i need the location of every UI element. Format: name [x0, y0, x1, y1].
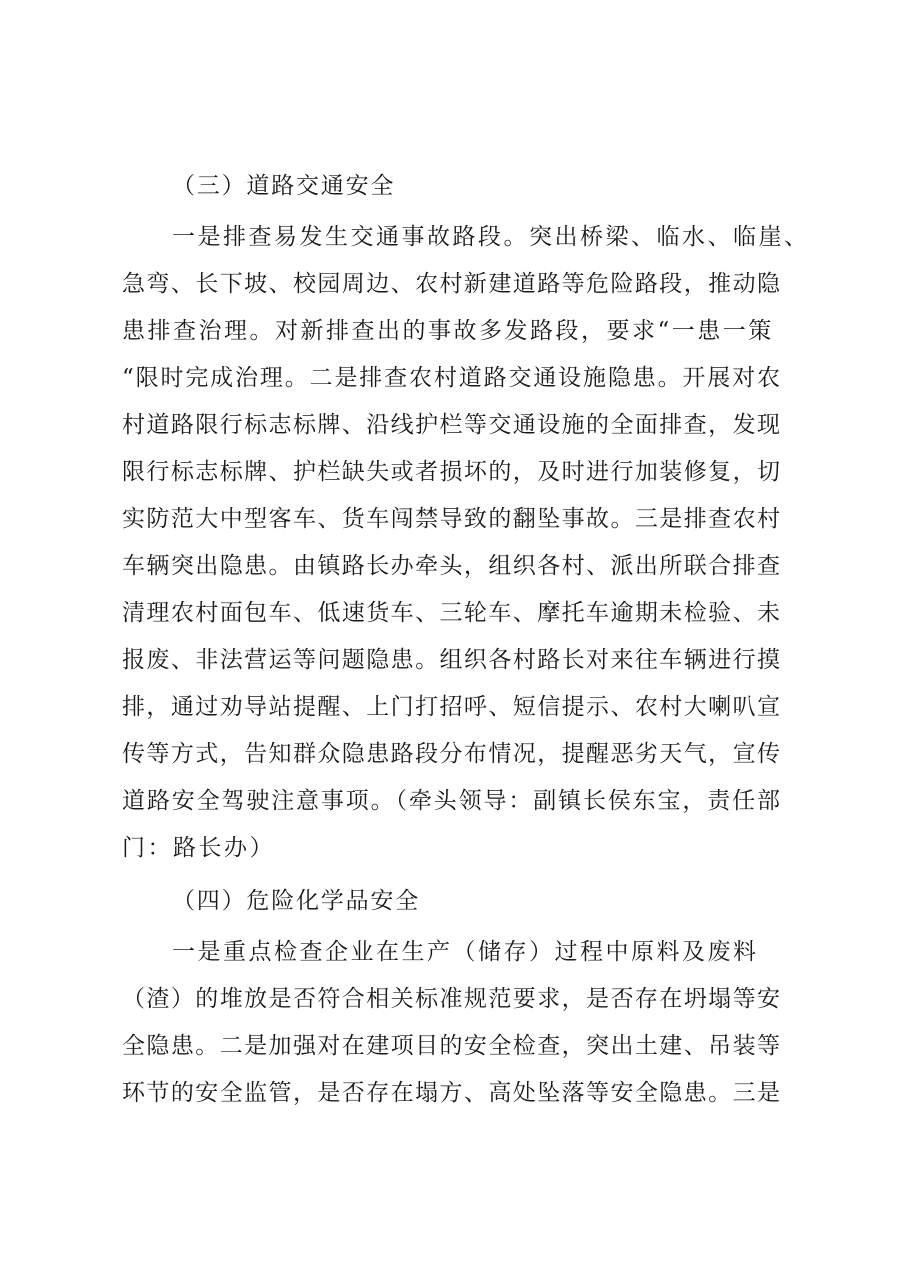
paragraph-line: 排，通过劝导站提醒、上门打招呼、短信提示、农村大喇叭宣 [122, 694, 780, 720]
paragraph-line: 全隐患。二是加强对在建项目的安全检查，突出土建、吊装等 [122, 1033, 780, 1059]
paragraph-line: 一是重点检查企业在生产（储存）过程中原料及废料 [172, 939, 759, 965]
paragraph-line: 车辆突出隐患。由镇路长办牵头，组织各村、派出所联合排查 [122, 553, 780, 579]
paragraph-line: “限时完成治理。二是排查农村道路交通设施隐患。开展对农 [122, 365, 780, 391]
paragraph-line: 道路安全驾驶注意事项。（牵头领导：副镇长侯东宝，责任部 [122, 788, 780, 814]
paragraph-line: 急弯、长下坡、校园周边、农村新建道路等危险路段，推动隐 [122, 271, 780, 297]
paragraph-line: 门：路长办） [122, 835, 275, 861]
paragraph-line: （渣）的堆放是否符合相关标准规范要求，是否存在坍塌等安 [122, 986, 780, 1012]
paragraph-line: 限行标志标牌、护栏缺失或者损坏的，及时进行加装修复，切 [122, 459, 780, 485]
section-heading-hazardous-chemicals: （四）危险化学品安全 [172, 888, 420, 914]
paragraph-line: 一是排查易发生交通事故路段。突出桥梁、临水、临崖、 [172, 224, 810, 250]
paragraph-line: 村道路限行标志标牌、沿线护栏等交通设施的全面排查，发现 [122, 412, 780, 438]
paragraph-line: 传等方式，告知群众隐患路段分布情况，提醒恶劣天气，宣传 [122, 741, 780, 767]
paragraph-line: 患排查治理。对新排查出的事故多发路段，要求“一患一策 [122, 318, 774, 344]
paragraph-line: 清理农村面包车、低速货车、三轮车、摩托车逾期未检验、未 [122, 600, 780, 626]
paragraph-line: 报废、非法营运等问题隐患。组织各村路长对来往车辆进行摸 [122, 647, 780, 673]
paragraph-line: 环节的安全监管，是否存在塌方、高处坠落等安全隐患。三是 [122, 1080, 780, 1106]
paragraph-line: 实防范大中型客车、货车闯禁导致的翻坠事故。三是排查农村 [122, 506, 780, 532]
section-heading-road-traffic: （三）道路交通安全 [172, 173, 396, 199]
